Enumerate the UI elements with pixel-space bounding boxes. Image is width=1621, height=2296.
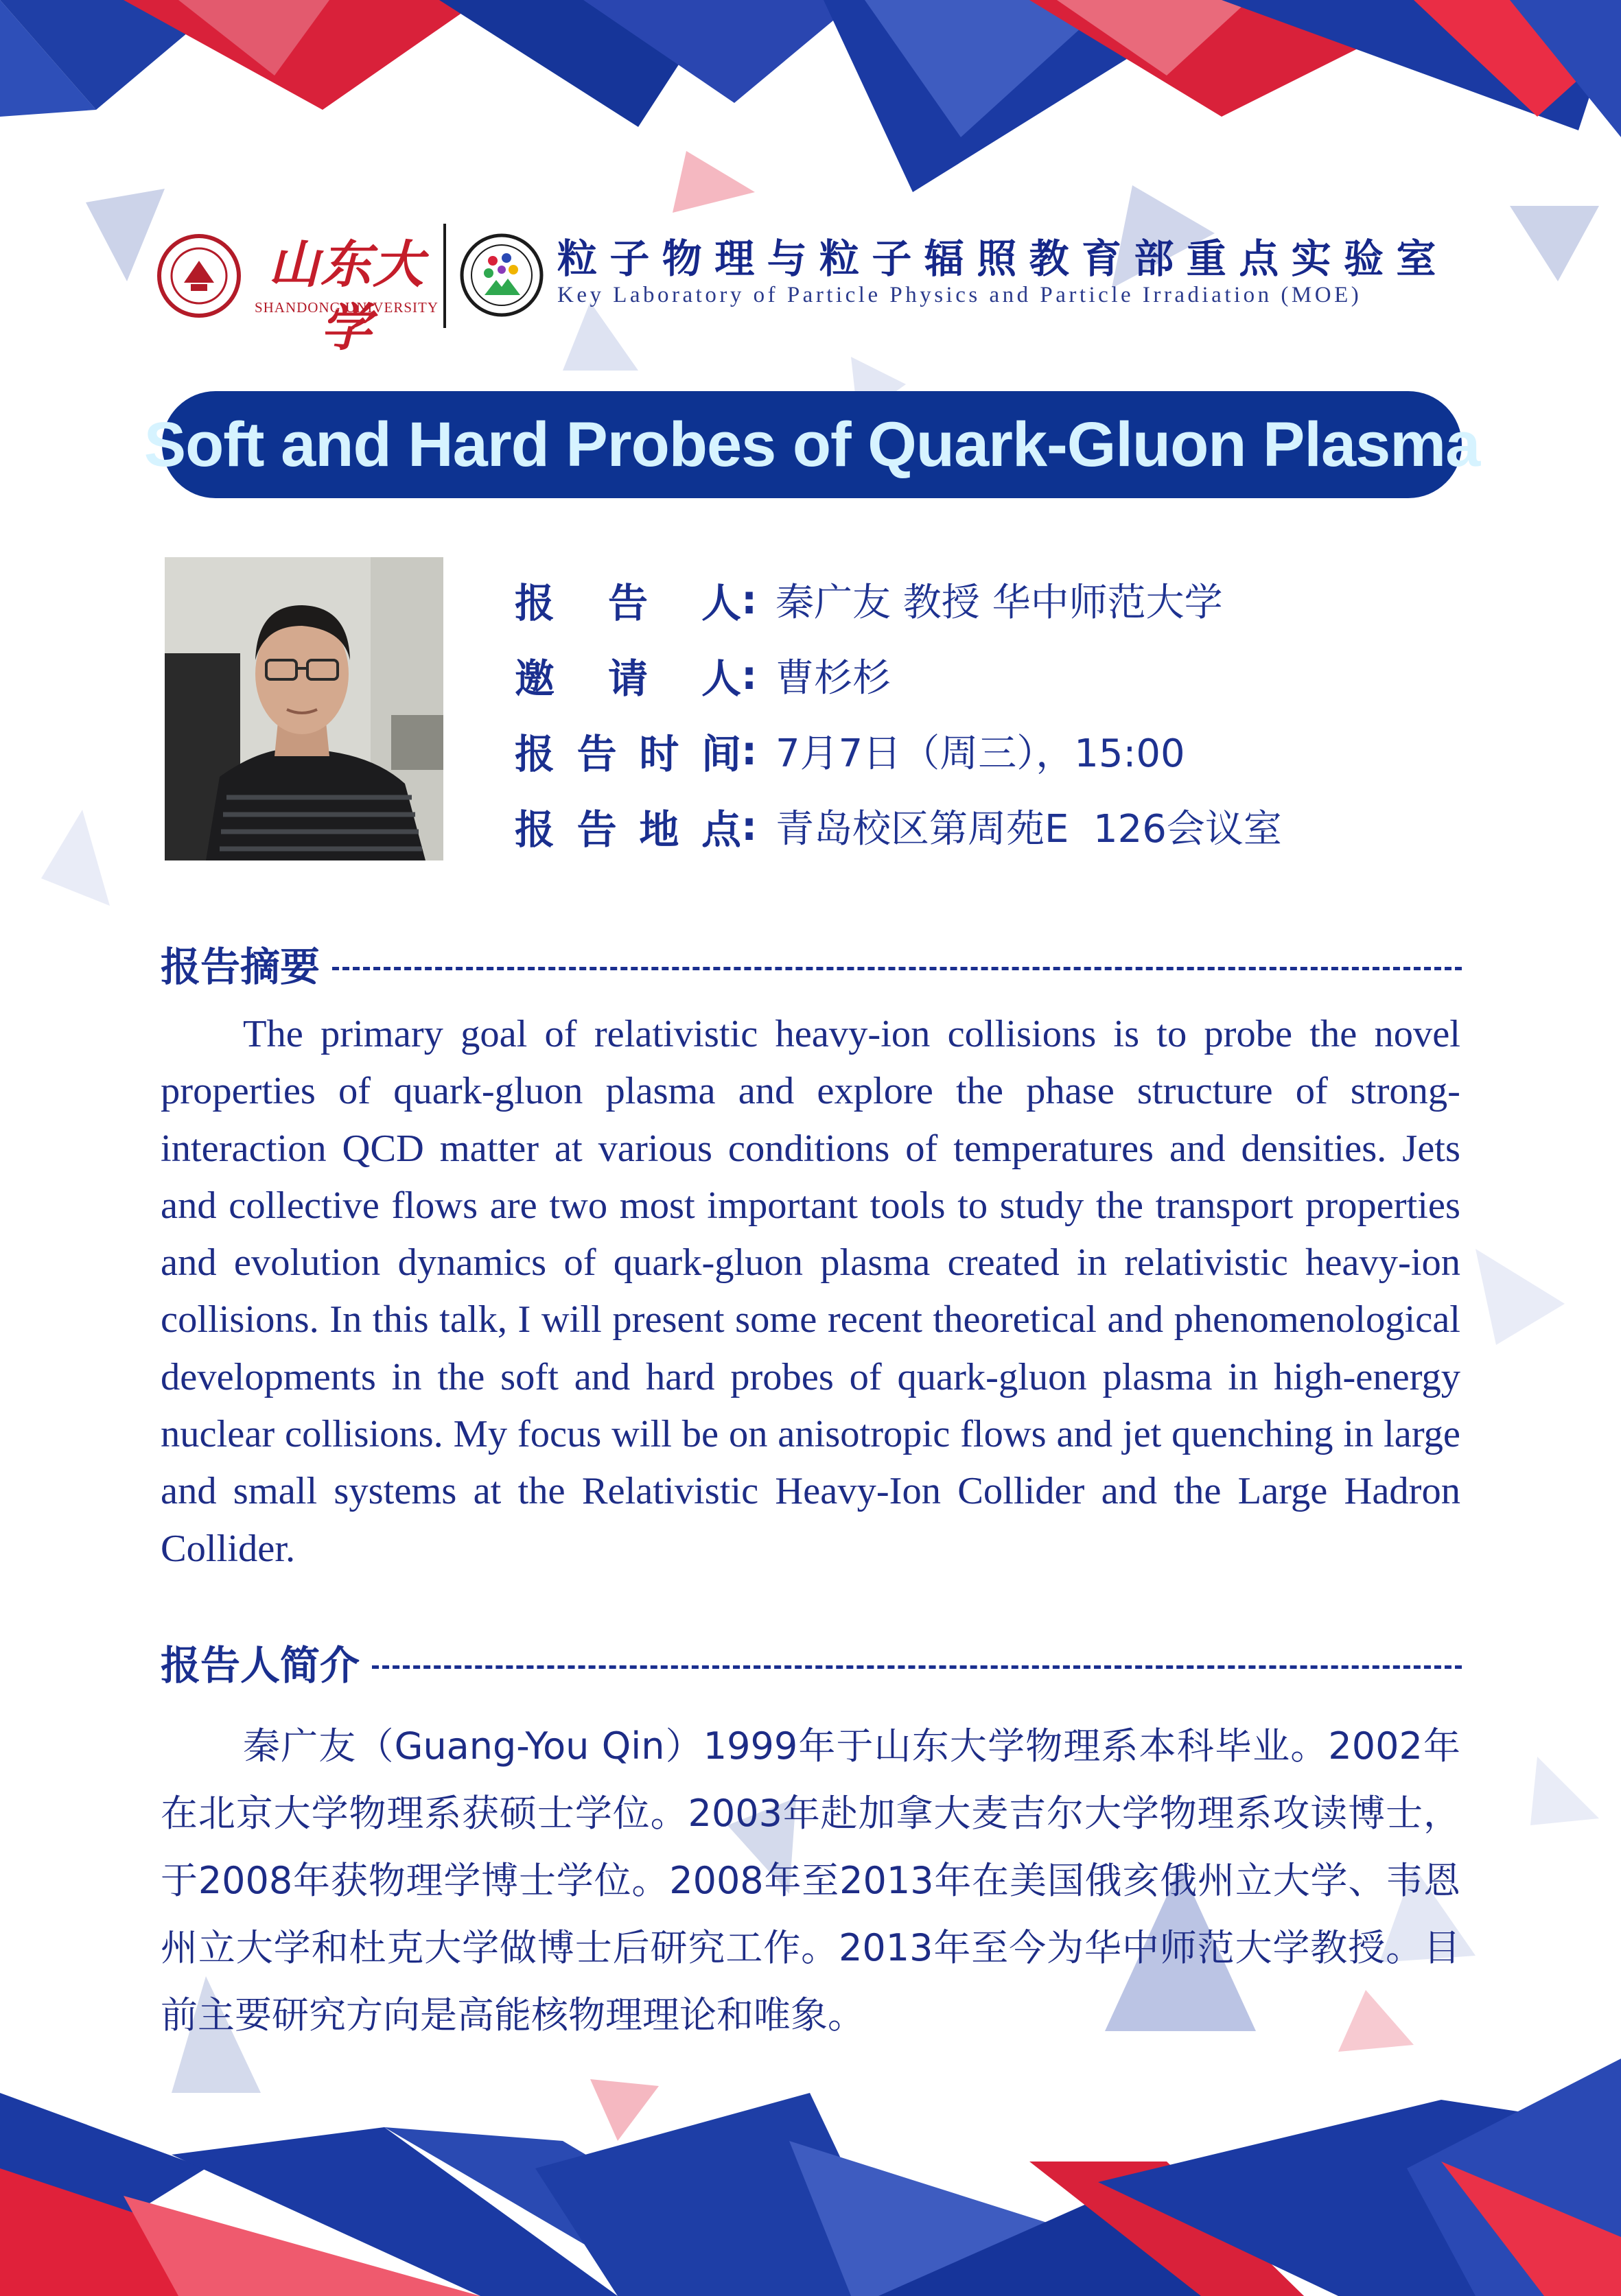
- university-name: [254, 233, 439, 358]
- lab-logo-icon: [458, 232, 545, 318]
- abstract-title: 报告摘要: [161, 944, 320, 990]
- page-title: Soft and Hard Probes of Quark-Gluon Plasma: [143, 409, 1480, 480]
- lab-name-cn: 粒子物理与粒子辐照教育部重点实验室: [557, 235, 1449, 282]
- header-divider: [443, 224, 446, 328]
- bio-text: 秦广友（Guang-You Qin）1999年于山东大学物理系本科毕业。2002年在北京大学物理系获硕士学位。2003年赴加拿大麦吉尔大学物理系攻读博士，于2008年获物理学博士学位。2008年至2013年在美国俄亥俄州立大学、韦恩州立大学和杜克大学做博士后研究工作。2013年至今为华中师范大学教授。目前主要研究方向是高能核物理理论和唯象。: [161, 1724, 1460, 2037]
- speaker-value: 秦广友 教授 华中师范大学: [775, 581, 1223, 625]
- bio-title: 报告人简介: [161, 1642, 360, 1689]
- abstract-text: The primary goal of relativistic heavy-ion collisions is to probe the novel properties of quark-gluon plasma and explore the phase structure of strong-interaction QCD matter at various conditions of temperatures and densities. Jets and collective flows are two most important tools to study the transport properties and evolution dynamics of quark-gluon plasma created in relativistic heavy-ion collisions. In this talk, I will present some recent theoretical and phenomenological developments in the soft and hard probes of quark-gluon plasma in high-energy nuclear collisions. My focus will be on anisotropic flows and jet quenching in large and small systems at the Relativistic Heavy-Ion Collider and the Large Hadron Collider.: [161, 1013, 1460, 1570]
- abstract-heading: [161, 936, 1462, 991]
- time-value: 7月7日（周三），15:00: [775, 731, 1185, 776]
- info-row-time: 报 告 时 间 : 7月7日（周三），15:00: [515, 718, 1407, 784]
- speaker-photo: [165, 557, 443, 860]
- info-row-speaker: 报 告 人 : 秦广友 教授 华中师范大学: [515, 567, 1407, 633]
- location-label: 报 告 地 点: [515, 806, 741, 853]
- speaker-label: 报 告 人: [515, 580, 741, 626]
- info-row-location: 报 告 地 点 : 青岛校区第周苑E 126会议室: [515, 793, 1407, 859]
- bio-heading: [161, 1635, 1462, 1689]
- inviter-value: 曹杉杉: [775, 656, 891, 701]
- location-value: 青岛校区第周苑E 126会议室: [775, 807, 1282, 852]
- inviter-label: 邀 请 人: [515, 655, 741, 702]
- shandong-university-seal-icon: [156, 233, 242, 318]
- info-row-inviter: 邀 请 人 : 曹杉杉: [515, 642, 1407, 708]
- university-name-cn: 山东大学: [268, 235, 425, 358]
- dashed-divider: [332, 967, 1462, 970]
- time-label: 报 告 时 间: [515, 731, 741, 777]
- title-banner: [143, 391, 1480, 498]
- university-name-en: SHANDONG UNIVERSITY: [254, 299, 439, 316]
- lab-name-en: Key Laboratory of Particle Physics and Particle Irradiation (MOE): [557, 283, 1362, 307]
- dashed-divider: [372, 1665, 1462, 1669]
